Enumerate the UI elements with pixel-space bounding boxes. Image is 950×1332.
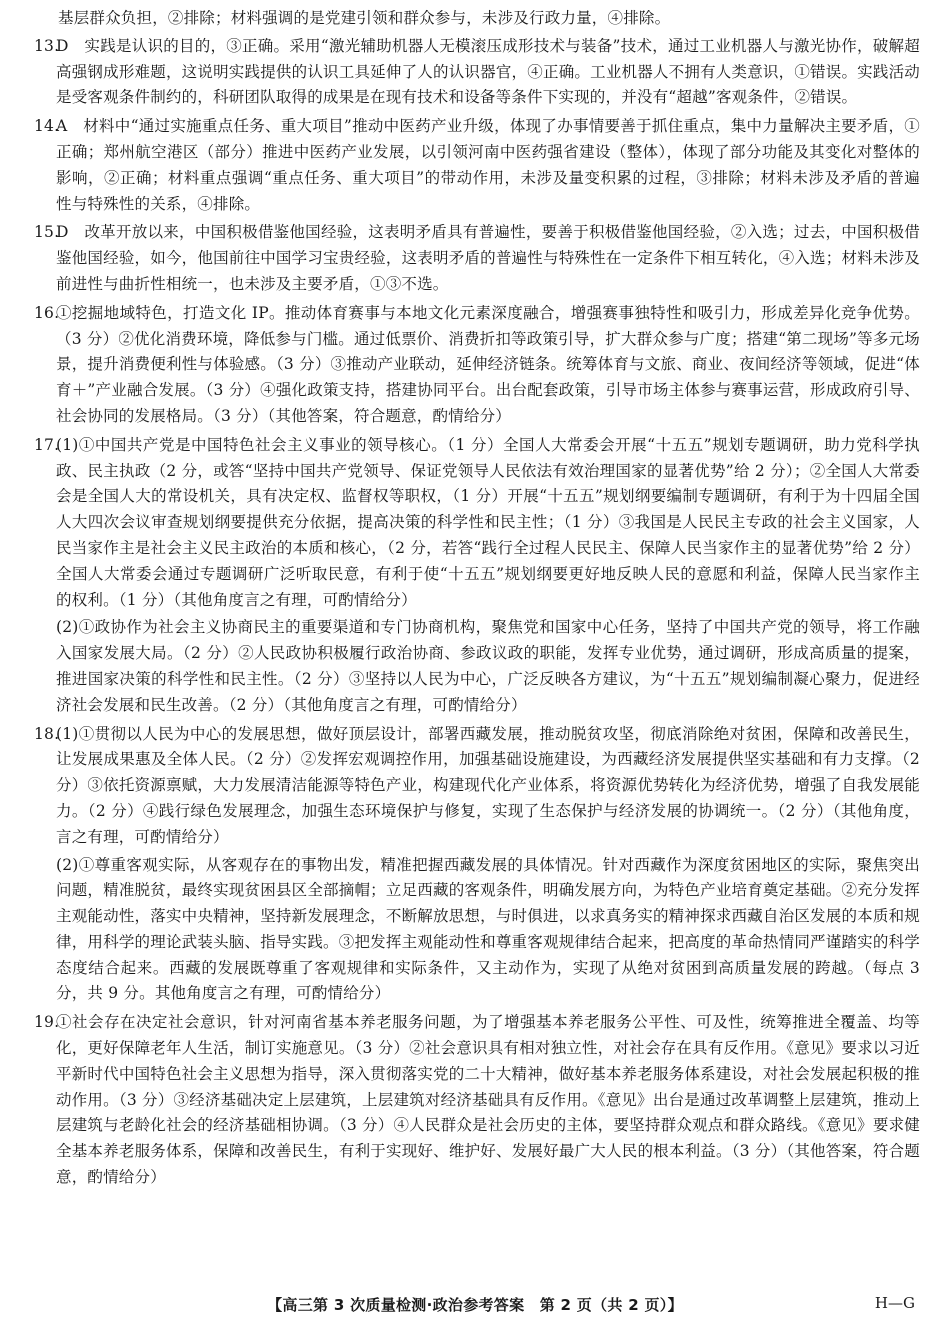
answer-part-2: (2)①政协作为社会主义协商民主的重要渠道和专门协商机构，聚焦党和国家中心任务，坚持了中国共产党的领导，将工作融入国家发展大局。（2 分）②人民政协积极履行政治协商、参政议政的职能，发挥专业优势，通过调研，形成高质量的提案，推进国家决策的科学性和民主性。（2 分）③坚持以人民为中心，广泛反映各方建议，为“十五五”规划编制凝心聚力，促进经济社会发展和民生改善。（2 分）（其他角度言之有理，可酌情给分） xyxy=(56,618,920,714)
answer-part-2: (2)①尊重客观实际，从客观存在的事物出发，精准把握西藏发展的具体情况。针对西藏作为深度贫困地区的实际，聚焦突出问题，精准脱贫，最终实现贫困县区全部摘帽；立足西藏的客观条件，明确发展方向，为特色产业培育奠定基础。②充分发挥主观能动性，落实中央精神，坚持新发展理念，不断解放思想，与时俱进，以求真务实的精神探求西藏自治区发展的本质和规律，用科学的理论武装头脑、指导实践。③把发挥主观能动性和尊重客观规律结合起来，把高度的革命热情同严谨踏实的科学态度结合起来。西藏的发展既尊重了客观规律和实际条件，又主动作为，实现了从绝对贫困到高质量发展的跨越。（每点 3 分，共 9 分。其他角度言之有理，可酌情给分） xyxy=(56,855,920,1003)
question-number: 18. xyxy=(34,724,60,743)
question-number: 13. xyxy=(34,36,60,55)
answer-text: D 实践是认识的目的，③正确。采用“激光辅助机器人无模滚压成形技术与装备”技术，通过工业机器人与激光协作，破解超高强钢成形难题，这说明实践提供的认识工具延伸了人的认识器官，④正确。工业机器人不拥有人类意识，①错误。实践活动是受客观条件制约的，科研团队取得的成果是在现有技术和设备等条件下实现的，并没有“超越”客观条件，②错误。 xyxy=(56,36,920,107)
question-number: 14. xyxy=(34,117,60,136)
answer-text: D 改革开放以来，中国积极借鉴他国经验，这表明矛盾具有普遍性，要善于积极借鉴他国经验，②入选；过去，中国积极借鉴他国经验，如今，他国前往中国学习宝贵经验，这表明矛盾的普遍性与特殊性在一定条件下相互转化，④入选；材料未涉及前进性与曲折性相统一，也未涉及主要矛盾，①③不选。 xyxy=(56,223,920,293)
question-number: 16. xyxy=(34,303,60,322)
answer-part-1: (1)①贯彻以人民为中心的发展思想，做好顶层设计，部署西藏发展，推动脱贫攻坚，彻底消除绝对贫困，保障和改善民生，让发展成果惠及全体人民。（2 分）②发挥宏观调控作用，加强基础设施建设，为西藏经济发展提供坚实基础和有力支撑。（2 分）③依托资源禀赋，大力发展清洁能源等特色产业，构建现代化产业体系，将资源优势转化为经济优势，增强了自我发展能力。（2 分）④践行绿色发展理念，加强生态环境保护与修复，实现了生态保护与经济发展的协调统一。（2 分）（其他角度，言之有理，可酌情给分） xyxy=(56,724,920,846)
answer-part-1: (1)①中国共产党是中国特色社会主义事业的领导核心。（1 分）全国人大常委会开展“十五五”规划专题调研，助力党科学执政、民主执政（2 分，或答“坚持中国共产党领导、保证党领导人民依法有效治理国家的显著优势”给 2 分）；②全国人大常委会是全国人大的常设机关，具有决定权、监督权等职权，（1 分）开展“十五五”规划纲要编制专题调研，有利于为十四届全国人大四次会议审查规划纲要提供充分依据，提高决策的科学性和民主性；（1 分）③我国是人民民主专政的社会主义国家，人民当家作主是社会主义民主政治的本质和核心，（2 分，若答“践行全过程人民民主、保障人民当家作主的显著优势”给 2 分）全国人大常委会通过专题调研广泛听取民意，有利于使“十五五”规划纲要更好地反映人民的意愿和利益，保障人民当家作主的权利。（1 分）（其他角度言之有理，可酌情给分） xyxy=(56,435,920,609)
footer-title: 【高三第 3 次质量检测·政治参考答案 第 2 页（共 2 页）】 xyxy=(267,1296,683,1314)
question-number: 19. xyxy=(34,1013,60,1032)
answer-text: A 材料中“通过实施重点任务、重大项目”推动中医药产业升级，体现了办事情要善于抓住重点，集中力量解决主要矛盾，①正确；郑州航空港区（部分）推进中医药产业发展，以引领河南中医药强省建设（整体），体现了部分功能及其变化对整体的影响，②正确；材料重点强调“重点任务、重大项目”的带动作用，未涉及量变积累的过程，③排除；材料未涉及矛盾的普遍性与特殊性的关系，④排除。 xyxy=(56,117,920,213)
answer-16 xyxy=(34,301,920,430)
answer-18 xyxy=(34,722,920,1008)
lead-paragraph xyxy=(58,6,920,32)
answer-15 xyxy=(34,220,920,297)
answer-17 xyxy=(34,433,920,719)
footer-code: H—G xyxy=(874,1294,915,1312)
answer-19 xyxy=(34,1010,920,1191)
answer-text: ①社会存在决定社会意识，针对河南省基本养老服务问题，为了增强基本养老服务公平性、可及性，统筹推进全覆盖、均等化，更好保障老年人生活，制订实施意见。（3 分）②社会意识具有相对独立性，对社会存在具有反作用。《意见》要求以习近平新时代中国特色社会主义思想为指导，深入贯彻落实党的二十大精神，做好基本养老服务体系建设，对社会发展起积极的推动作用。（3 分）③经济基础决定上层建筑，上层建筑对经济基础具有反作用。《意见》出台是通过改革调整上层建筑，推动上层建筑与老龄化社会的经济基础相协调。（3 分）④人民群众是社会历史的主体，要坚持群众观点和群众路线。《意见》要求健全基本养老服务体系，保障和改善民生，有利于实现好、维护好、发展好最广大人民的根本利益。（3 分）（其他答案，符合题意，酌情给分） xyxy=(56,1013,920,1187)
lead-text: 基层群众负担，②排除；材料强调的是党建引领和群众参与，未涉及行政力量，④排除。 xyxy=(58,9,671,27)
question-number: 15. xyxy=(34,223,60,242)
question-number: 17. xyxy=(34,435,60,454)
page-footer xyxy=(0,1294,950,1320)
answer-text: ①挖掘地域特色，打造文化 IP。推动体育赛事与本地文化元素深度融合，增强赛事独特性和吸引力，形成差异化竞争优势。（3 分）②优化消费环境，降低参与门槛。通过低票价、消费折扣等政策引导，扩大群众参与广度；搭建“第二现场”等多元场景，提升消费便利性与体验感。（3 分）③推动产业联动，延伸经济链条。统筹体育与文旅、商业、夜间经济等领域，促进“体育＋”产业融合发展。（3 分）④强化政策支持，搭建协同平台。出台配套政策，引导市场主体参与赛事运营，形成政府引导、社会协同的发展格局。（3 分）（其他答案，符合题意，酌情给分） xyxy=(56,303,920,425)
answer-page xyxy=(34,6,920,1194)
answer-13 xyxy=(34,34,920,111)
answer-14 xyxy=(34,114,920,217)
